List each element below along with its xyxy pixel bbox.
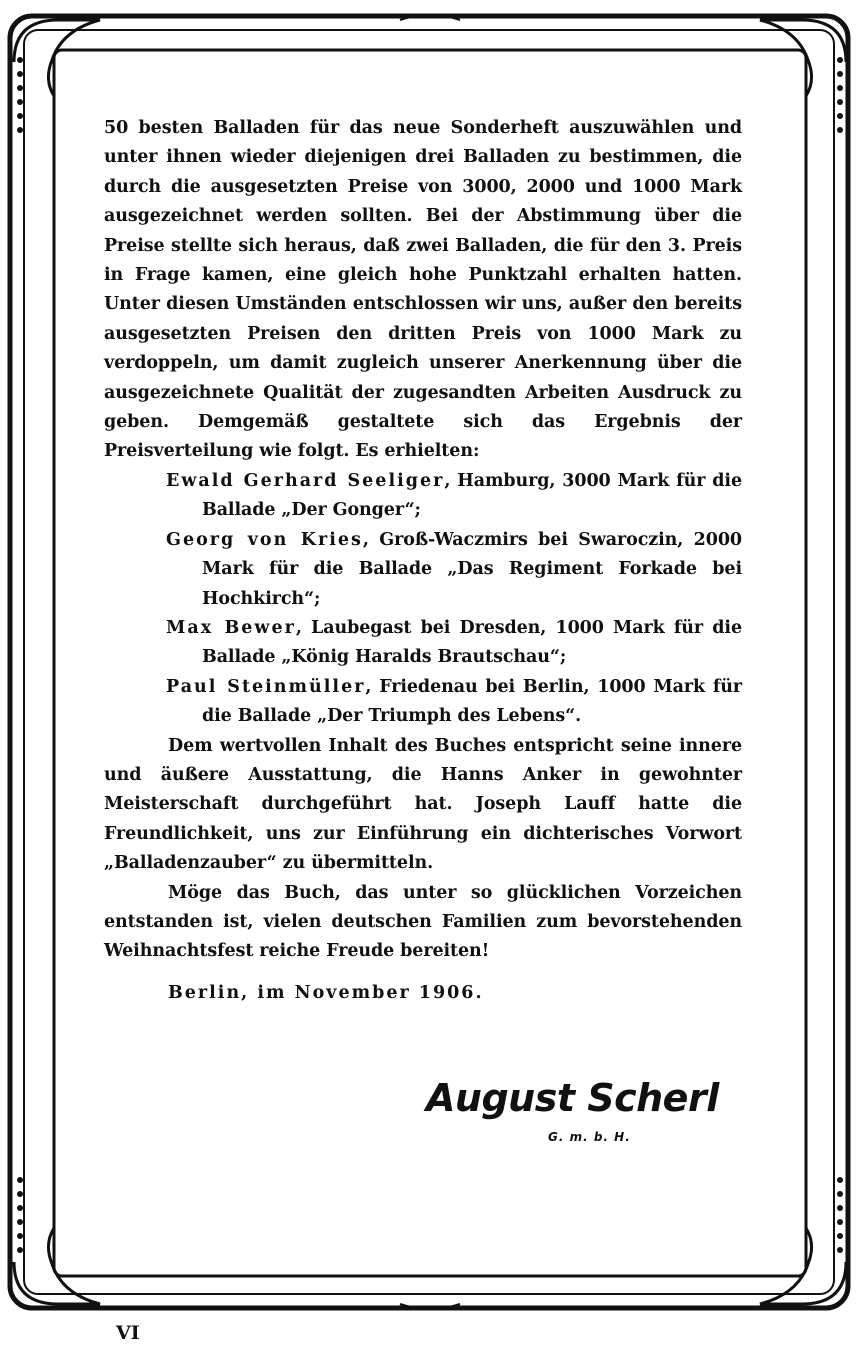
paragraph-intro: 50 besten Balladen für das neue Sonderheft auszuwählen und unter ihnen wieder diejenigen drei Balladen zu bestimmen, die durch die ausgesetzten Preise von 3000, 2000 und 1000 Mark ausgezeichnet werden sollten. Bei der Abstimmung über die Preise stellte sich heraus, daß zwei Balladen, die für den 3. Preis in Frage kamen, eine gleich hohe Punktzahl erhalten hatten. Unter diesen Umständen entschlossen wir uns, außer den bereits ausgesetzten Preisen den dritten Preis von 1000 Mark zu verdoppeln, um damit zugleich unserer Anerkennung über die ausgezeichnete Qualität der zugesandten Arbeiten Ausdruck zu geben. Demgemäß gestaltete sich das Ergebnis der Preisverteilung wie folgt. Es erhielten: bbox=[104, 118, 742, 462]
signature-name: August Scherl bbox=[426, 1076, 719, 1120]
signature-company: G. m. b. H. bbox=[548, 1130, 631, 1144]
prize-entry-4 bbox=[104, 673, 742, 732]
main-text bbox=[104, 114, 742, 1008]
prize-details: , Laubegast bei Dresden, 1000 Mark für die Ballade „König Haralds Brautschau“; bbox=[202, 617, 742, 668]
prize-winner-name: Ewald Gerhard Seeliger bbox=[166, 470, 445, 491]
prize-details: , Friedenau bei Berlin, 1000 Mark für die Ballade „Der Triumph des Lebens“. bbox=[202, 676, 743, 727]
page-number: VI bbox=[116, 1322, 140, 1344]
paragraph-wish: Möge das Buch, das unter so glücklichen Vorzeichen entstanden ist, vielen deutschen Familien zum bevorstehenden Weihnachtsfest reiche Freude bereiten! bbox=[104, 882, 742, 962]
prize-winner-name: Georg von Kries bbox=[166, 529, 363, 550]
place-date: Berlin, im November 1906. bbox=[168, 982, 484, 1003]
prize-entry-1 bbox=[104, 467, 742, 526]
prize-winner-name: Paul Steinmüller bbox=[166, 676, 366, 697]
prize-entry-3 bbox=[104, 614, 742, 673]
prize-details: , Groß-Waczmirs bei Swaroczin, 2000 Mark für die Ballade „Das Regiment Forkade bei Hochkirch“; bbox=[202, 529, 742, 609]
prize-entry-2 bbox=[104, 526, 742, 614]
paragraph-design: Dem wertvollen Inhalt des Buches entspricht seine innere und äußere Ausstattung, die Hanns Anker in gewohnter Meisterschaft durchgeführt hat. Joseph Lauff hatte die Freundlichkeit, uns zur Einführung ein dichterisches Vorwort „Balladenzauber“ zu übermitteln. bbox=[104, 735, 742, 874]
prize-details: , Hamburg, 3000 Mark für die Ballade „Der Gonger“; bbox=[202, 470, 742, 521]
prize-winner-name: Max Bewer bbox=[166, 617, 296, 638]
